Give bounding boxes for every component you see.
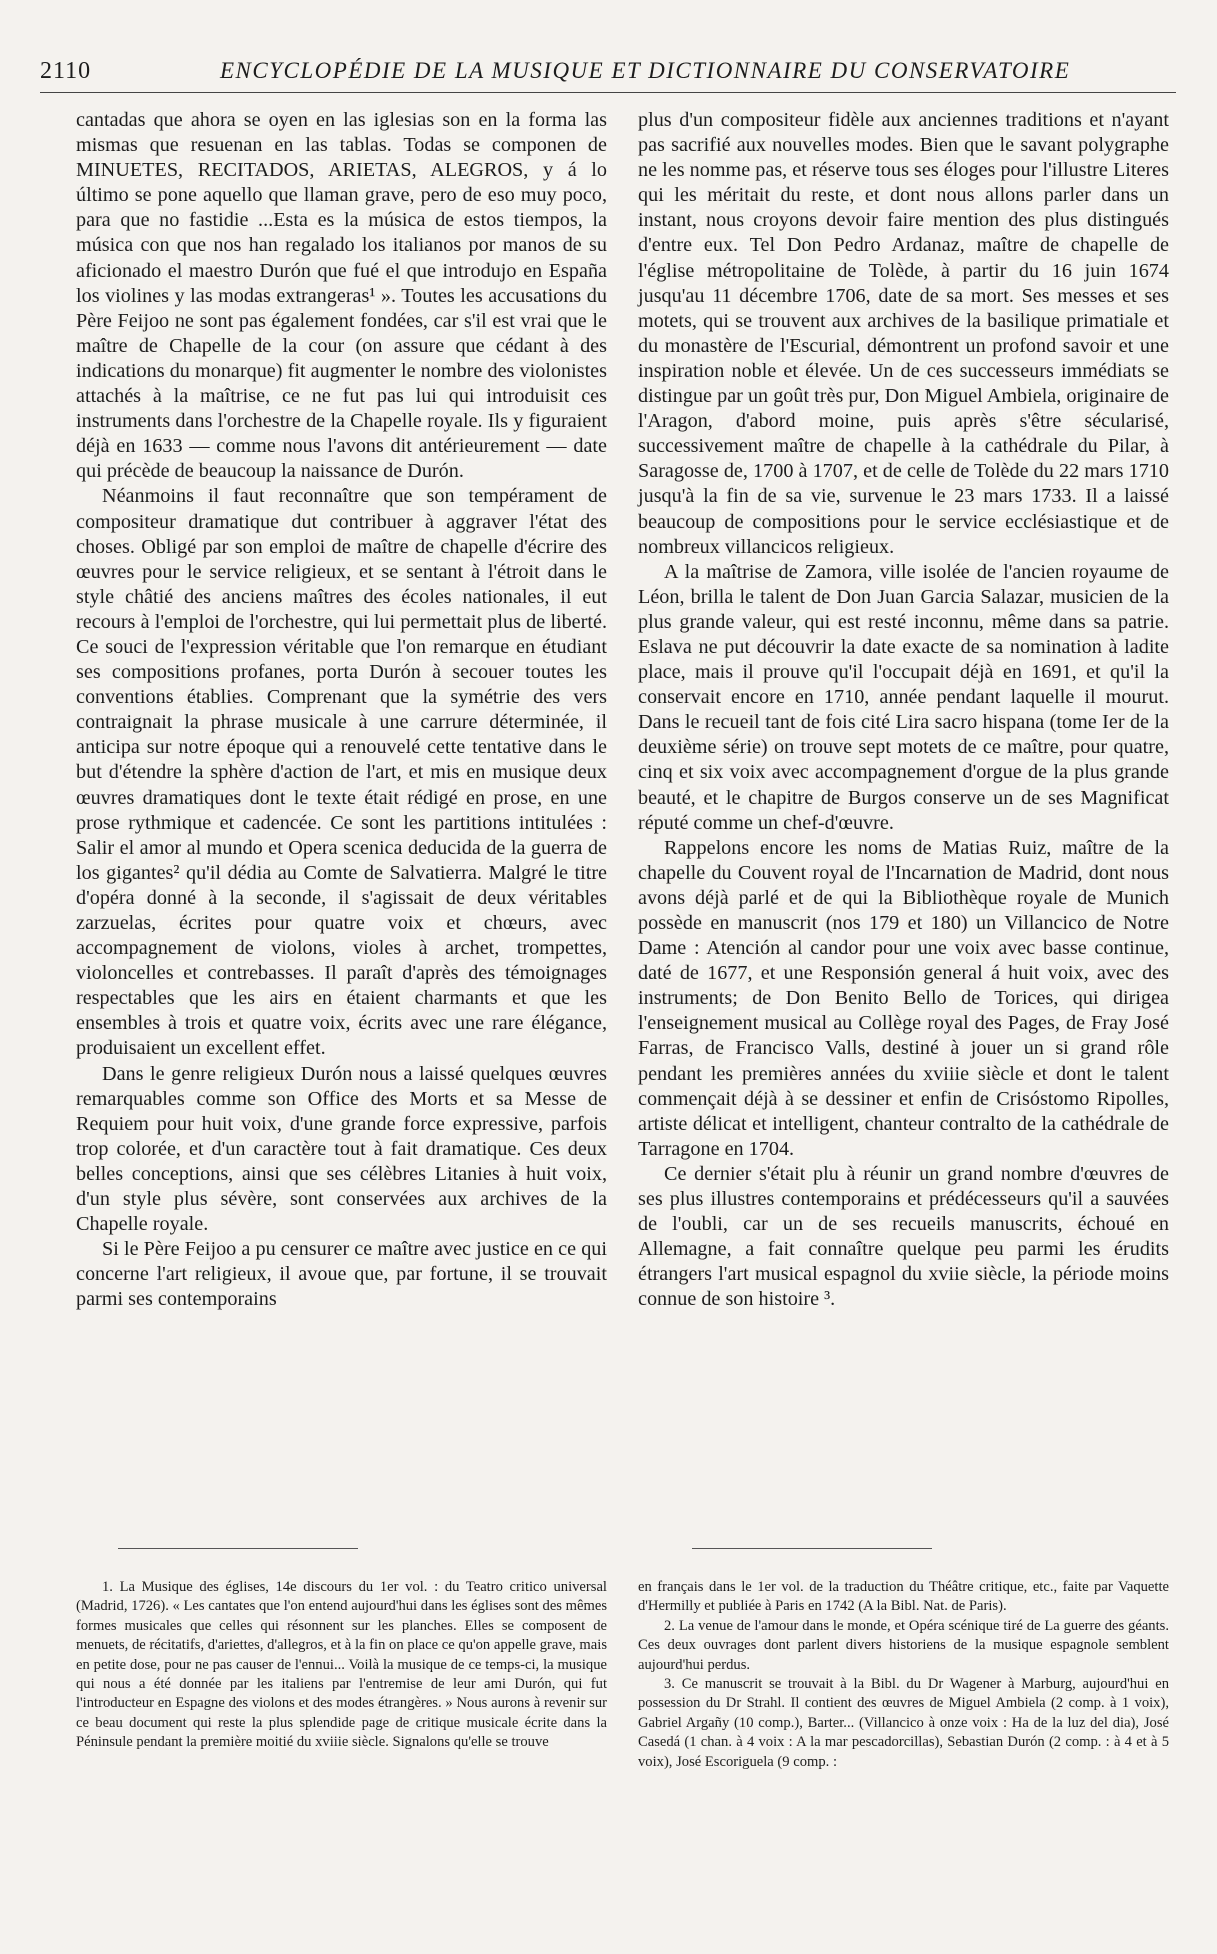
footnote: 3. Ce manuscrit se trouvait à la Bibl. du Dr Wagener à Marburg, aujourd'hui en possession du Dr Strahl. Il contient des œuvres de Miguel Ambiela (2 comp. à 1 voix), Gabriel Argañy (10 comp.), Barter... (Villancico à onze voix : Ha de la luz del dia), José Casedá (1 chan. à 4 voix : A la mar pescadorcillas), Sebastian Durón (2 comp. : à 4 et à 5 voix), José Escoriguela (9 comp. : [638,1676,1169,1770]
paragraph: cantadas que ahora se oyen en las iglesias son en la forma las mismas que resuenan en las tablas. Todas se componen de MINUETES, RECITADOS, ARIETAS, ALEGROS, y á lo último se pone aquello que llaman grave, pero de eso muy poco, para que no fastidie ...Esta es la música de estos tiempos, la música con que nos han regalado los italianos por manos de su aficionado el maestro Durón que fué el que introdujo en España los violines y las modas extrangeras¹ ». Toutes les accusations du Père Feijoo ne sont pas également fondées, car s'il est vrai que le maître de Chapelle de la cour (on assure que cédant à des indications du monarque) fit augmenter le nombre des violonistes attachés à la maîtrise, ce ne fut pas lui qui introduisit ces instruments dans l'orchestre de la Chapelle royale. Ils y figuraient déjà en 1633 — comme nous l'avons dit antérieurement — date qui précède de beaucoup la naissance de Durón. [76,109,607,483]
paragraph: Ce dernier s'était plu à réunir un grand nombre d'œuvres de ses plus illustres contemporains et prédécesseurs qu'il a sauvées de l'oubli, car un de ses recueils manuscrits, échoué en Allemagne, a fait connaître quelque peu parmi les érudits étrangers l'art musical espagnol du xviie siècle, la période moins connue de son histoire ³. [638,1162,1169,1311]
paragraph: Rappelons encore les noms de Matias Ruiz, maître de la chapelle du Couvent royal de l'Incarnation de Madrid, dont nous avons déjà parlé et de qui la Bibliothèque royale de Munich possède en manuscrit (nos 179 et 180) un Villancico de Notre Dame : Atención al candor pour une voix avec basse continue, daté de 1677, et une Responsión general á huit voix, avec des instruments; de Don Benito Bello de Torices, qui dirigea l'enseignement musical au Collège royal des Pages, de Fray José Farras, de Francisco Valls, destiné à jouer un si grand rôle pendant les premières années du xviiie siècle et dont le talent commençait déjà à se dessiner et enfin de Crisóstomo Ripolles, artiste délicat et intelligent, chanteur contralto de la cathédrale de Tarragone en 1704. [638,836,1169,1160]
paragraph: Dans le genre religieux Durón nous a laissé quelques œuvres remarquables comme son Office des Morts et sa Messe de Requiem pour huit voix, d'une grande force expressive, parfois trop colorée, et d'un caractère tout à fait dramatique. Ces deux belles conceptions, ainsi que ses célèbres Litanies à huit voix, d'un style plus sévère, sont conservées aux archives de la Chapelle royale. [76,1062,607,1236]
paragraph: Si le Père Feijoo a pu censurer ce maître avec justice en ce qui concerne l'art religieux, il avoue que, par fortune, il se trouvait parmi ses contemporains [76,1238,607,1311]
page-header [40,56,1217,90]
footnote-continued: en français dans le 1er vol. de la traduction du Théâtre critique, etc., faite par Vaquette d'Hermilly et publiée à Paris en 1742 (A la Bibl. Nat. de Paris). [638,1579,1169,1615]
footnotes-left [76,1578,607,1753]
paragraph: A la maîtrise de Zamora, ville isolée de l'ancien royaume de Léon, brilla le talent de Don Juan Garcia Salazar, musicien de la plus grande valeur, qui est resté inconnu, même dans sa patrie. Eslava ne put découvrir la date exacte de sa nomination à ladite place, mais il prouve qu'il l'occupait déjà en 1691, et qu'il la conservait encore en 1710, année pendant laquelle il mourut. Dans le recueil tant de fois cité Lira sacro hispana (tome Ier de la deuxième série) on trouve sept motets de ce maître, pour quatre, cinq et six voix avec accompagnement d'orgue de la plus grande beauté, et le chapitre de Burgos conserve un de ses Magnificat réputé comme un chef-d'œuvre. [638,560,1169,834]
page-number: 2110 [40,58,92,84]
running-title: ENCYCLOPÉDIE DE LA MUSIQUE ET DICTIONNAIRE DU CONSERVATOIRE [220,58,1071,83]
left-column [76,108,607,1313]
footnote-rule [118,1548,358,1549]
footnote: 2. La venue de l'amour dans le monde, et Opéra scénique tiré de La guerre des géants. Ces deux ouvrages dont parlent divers historiens de la musique espagnole semblent aujourd'hui perdus. [638,1617,1169,1673]
footnote: 1. La Musique des églises, 14e discours du 1er vol. : du Teatro critico universal (Madrid, 1726). « Les cantates que l'on entend aujourd'hui dans les églises sont des mêmes formes musicales que celles qui résonnent sur les planches. Elles se composent de menuets, de récitatifs, d'ariettes, d'allegros, et à la fin on place ce qu'on appelle grave, mais en petite dose, pour ne pas causer de l'ennui... Voilà la musique de ce temps-ci, la musique qui nous a été donnée par les italiens par l'entremise de leur ami Durón, qui fut l'introducteur en Espagne des violons et des modes étrangères. » Nous aurons à revenir sur ce beau document qui reste la plus splendide page de critique musicale écrite dans la Péninsule pendant la première moitié du xviiie siècle. Signalons qu'elle se trouve [76,1579,607,1751]
paragraph: plus d'un compositeur fidèle aux anciennes traditions et n'ayant pas sacrifié aux nouvelles modes. Bien que le savant polygraphe ne les nomme pas, et réserve tous ses éloges pour l'illustre Literes qui les méritait du reste, et dont nous allons parler dans un instant, nous croyons devoir faire mention des plus distingués d'entre eux. Tel Don Pedro Ardanaz, maître de chapelle de l'église métropolitaine de Tolède, à partir du 16 juin 1674 jusqu'au 11 décembre 1706, date de sa mort. Ses messes et ses motets, qui se trouvent aux archives de la basilique primatiale et du monastère de l'Escurial, démontrent un profond savoir et une inspiration noble et élevée. Un de ces successeurs immédiats se distingue par un goût très pur, Don Miguel Ambiela, originaire de l'Aragon, d'abord moine, puis après s'être sécularisé, successivement maître de chapelle à la cathédrale du Pilar, à Saragosse de, 1700 à 1707, et de celle de Tolède du 22 mars 1710 jusqu'à la fin de sa vie, survenue le 23 mars 1733. Il a laissé beaucoup de compositions pour le service ecclésiastique et de nombreux villancicos religieux. [638,109,1169,558]
footnote-rule [692,1548,932,1549]
footnotes-right [638,1578,1169,1772]
paragraph: Néanmoins il faut reconnaître que son tempérament de compositeur dramatique dut contribuer à aggraver l'état des choses. Obligé par son emploi de maître de chapelle d'écrire des œuvres pour le service religieux, et se sentant à l'étroit dans le style châtié des anciens maîtres des écoles nationales, il eut recours à l'emploi de l'orchestre, qui lui permettait plus de liberté. Ce souci de l'expression véritable que l'on remarque en étudiant ses compositions profanes, porta Durón à secouer toutes les conventions établies. Comprenant que la symétrie des vers contraignait la phrase musicale à une carrure déterminée, il anticipa sur notre époque qui a renouvelé cette tentative dans le but d'étendre la sphère d'action de l'art, et mis en musique deux œuvres dramatiques dont le texte était rédigé en prose, en une prose rythmique et cadencée. Ce sont les partitions intitulées : Salir el amor al mundo et Opera scenica deducida de la guerra de los gigantes² qu'il dédia au Comte de Salvatierra. Malgré le titre d'opéra donné à la seconde, il s'agissait de deux véritables zarzuelas, écrites pour quatre voix et chœurs, avec accompagnement de violons, violes à archet, trompettes, violoncelles et contrebasses. Il paraît d'après des témoignages respectables que les airs en étaient charmants et que les ensembles à trois et quatre voix, écrits avec une rare élégance, produisaient un excellent effet. [76,485,607,1060]
right-column [638,108,1169,1313]
header-rule [40,92,1176,93]
